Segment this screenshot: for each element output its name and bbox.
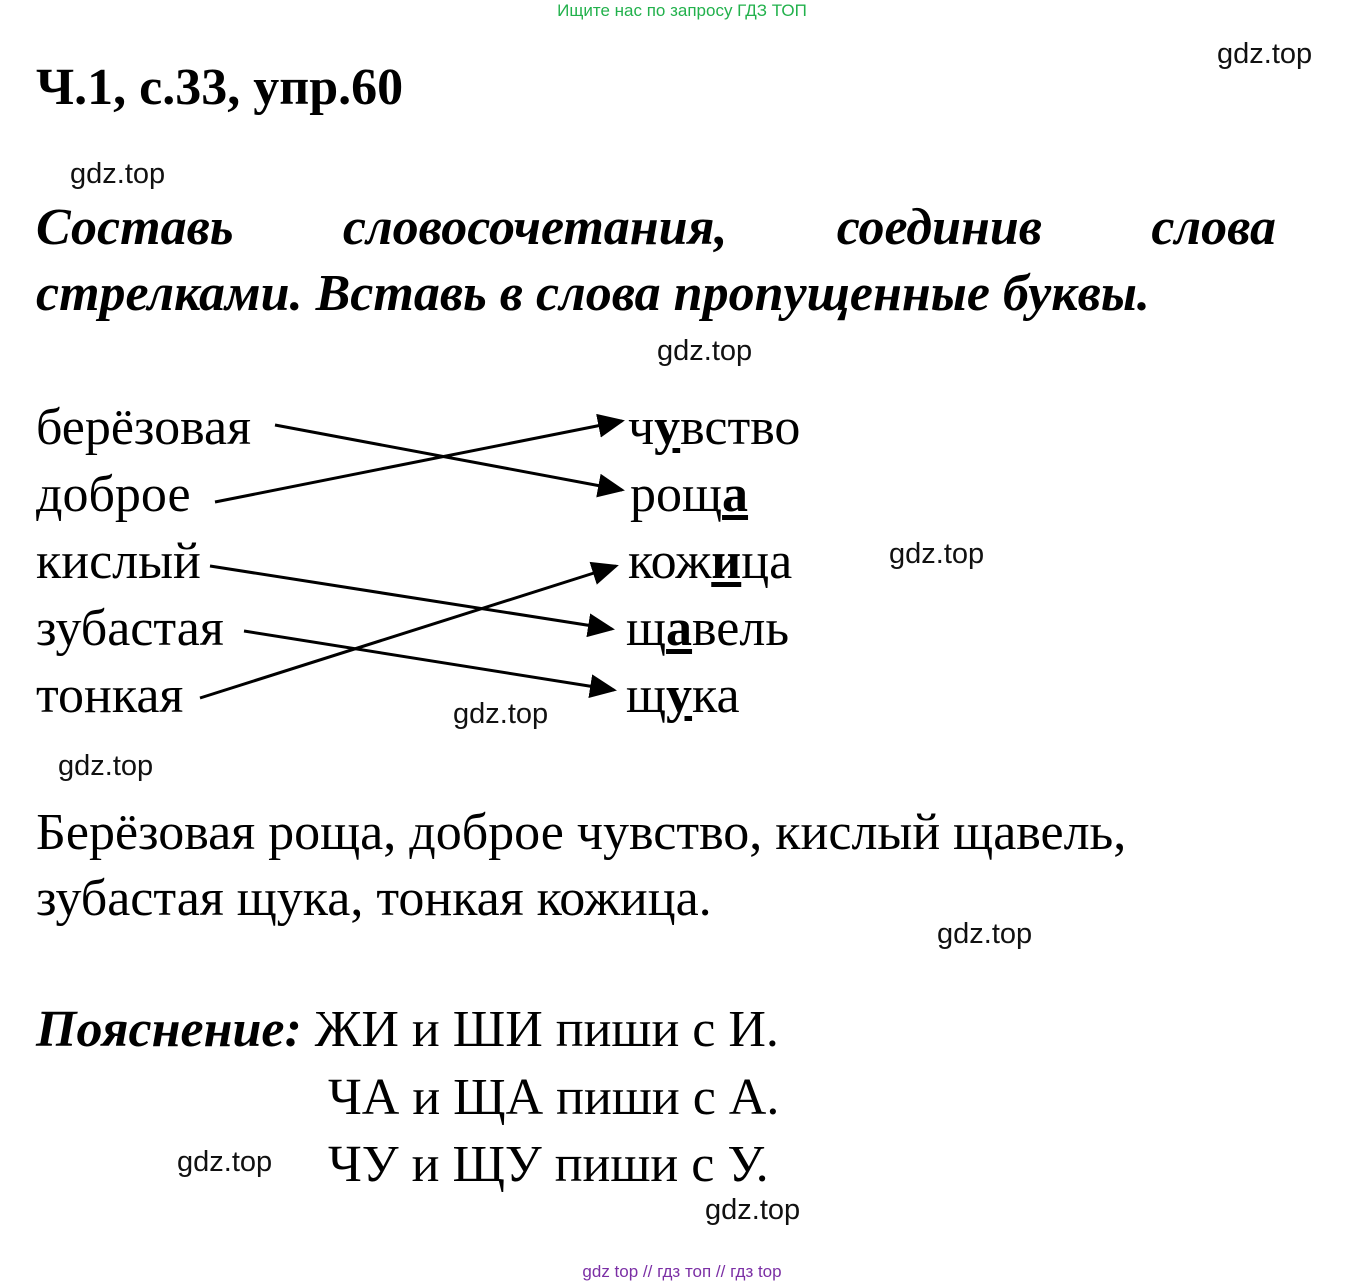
inserted-letter: а — [722, 466, 749, 523]
left-word-2: доброе — [36, 466, 191, 523]
word-part: рощ — [630, 466, 723, 523]
rule-chu-shchu: ЧУ и ЩУ пиши с У. — [328, 1136, 769, 1193]
rule-zhi-shi: ЖИ и ШИ пиши с И. — [314, 1001, 779, 1058]
watermark: gdz.top — [937, 918, 1033, 950]
word-part: вель — [692, 600, 790, 657]
instruction-line-1: Составь словосочетания, соединив слова — [36, 199, 1276, 256]
watermark: gdz.top — [453, 698, 549, 730]
answer-line-2: зубастая щука, тонкая кожица. — [36, 870, 712, 927]
page-title: Ч.1, с.33, упр.60 — [36, 59, 404, 116]
left-word-1: берёзовая — [36, 399, 252, 456]
word-part: ца — [741, 533, 793, 590]
word-part: вство — [680, 399, 801, 456]
watermark: gdz.top — [657, 335, 753, 367]
watermark: gdz.top — [705, 1194, 801, 1226]
answer-text — [36, 800, 1126, 932]
arrow-tonkaya-kozhitsa — [200, 566, 616, 698]
watermark: gdz.top — [70, 158, 166, 190]
watermark: gdz.top — [889, 538, 985, 570]
inserted-letter: у — [654, 399, 681, 456]
word-part: ч — [628, 399, 655, 456]
word-part: щ — [626, 600, 667, 657]
explanation-row-1 — [36, 1000, 779, 1060]
arrow-dobroe-chuvstvo — [215, 421, 622, 502]
left-word-4: зубастая — [36, 600, 224, 657]
watermark: gdz.top — [58, 750, 154, 782]
watermark: gdz.top — [177, 1146, 273, 1178]
footer-links: gdz top // гдз топ // гдз top — [582, 1262, 782, 1281]
word-part: ка — [692, 667, 740, 724]
inserted-letter: и — [711, 533, 742, 590]
arrow-zubastaya-shchuka — [244, 631, 614, 690]
instruction-line-2: стрелками. Вставь в слова пропущенные буквы. — [36, 265, 1150, 322]
arrow-kisly-shchavel — [210, 566, 612, 629]
word-part: щ — [626, 667, 667, 724]
inserted-letter: а — [666, 600, 693, 657]
search-hint-banner: Ищите нас по запросу ГДЗ ТОП — [557, 1, 807, 20]
word-part: кож — [628, 533, 712, 590]
answer-line-1: Берёзовая роща, доброе чувство, кислый щавель, — [36, 804, 1127, 861]
left-word-3: кислый — [36, 533, 201, 590]
rule-cha-shcha: ЧА и ЩА пиши с А. — [328, 1069, 780, 1126]
inserted-letter: у — [666, 667, 693, 724]
left-word-5: тонкая — [36, 667, 184, 724]
explanation-label: Пояснение: — [36, 1001, 302, 1058]
watermark: gdz.top — [1217, 38, 1313, 70]
